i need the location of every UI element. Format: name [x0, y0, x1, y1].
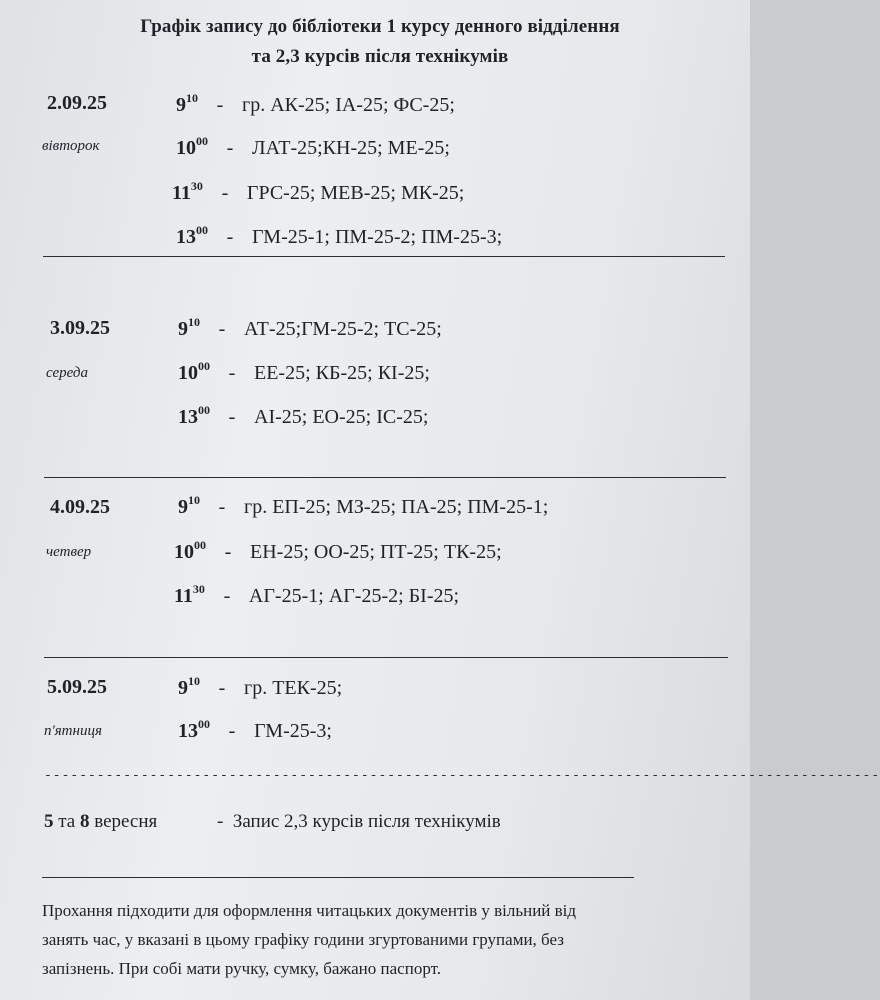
slot-minutes: 00: [198, 403, 210, 417]
slot-dash: -: [218, 318, 226, 340]
slot-dash: -: [226, 226, 234, 248]
day-weekday: вівторок: [42, 138, 100, 154]
extra-day-a: 5: [44, 811, 54, 832]
slot-dash: -: [221, 182, 229, 204]
slot-groups: ЕН-25; ОО-25; ПТ-25; ТК-25;: [250, 541, 502, 563]
dashed-separator: -----------------------------------------------------------------------------------------------: [44, 768, 880, 783]
slot-hour: 13: [176, 226, 196, 248]
day-weekday: четвер: [46, 544, 92, 560]
slot-minutes: 00: [198, 359, 210, 373]
slot-hour: 9: [178, 318, 188, 340]
slot-dash: -: [223, 585, 231, 607]
day-weekday: середа: [46, 365, 88, 381]
slot-minutes: 10: [188, 315, 200, 329]
section-divider: [44, 657, 728, 658]
slot-hour: 11: [174, 585, 193, 607]
slot-dash: -: [218, 496, 226, 518]
time-slot: [176, 134, 450, 160]
slot-minutes: 00: [194, 538, 206, 552]
day-date: 2.09.25: [47, 92, 107, 114]
slot-minutes: 30: [190, 179, 203, 193]
extra-dash: -: [217, 811, 224, 832]
slot-hour: 13: [178, 720, 198, 742]
slot-minutes: 00: [196, 223, 208, 237]
slot-minutes: 10: [186, 91, 198, 105]
slot-hour: 11: [172, 182, 191, 204]
slot-groups: АТ-25;ГМ-25-2; ТС-25;: [244, 318, 442, 340]
slot-groups: ЛАТ-25;КН-25; МЕ-25;: [252, 137, 450, 159]
slot-groups: ГМ-25-1; ПМ-25-2; ПМ-25-3;: [252, 226, 503, 248]
slot-dash: -: [228, 720, 236, 742]
slot-dash: -: [224, 541, 232, 563]
slot-minutes: 10: [188, 674, 200, 688]
slot-hour: 10: [176, 137, 196, 159]
slot-minutes: 00: [196, 134, 208, 148]
extra-registration-row: [44, 811, 157, 833]
time-slot: [178, 315, 442, 341]
slot-hour: 9: [178, 496, 188, 518]
document-title-line-2: та 2,3 курсів після технікумів: [251, 46, 509, 67]
slot-groups: ГМ-25-3;: [254, 720, 332, 742]
day-date: 3.09.25: [50, 317, 110, 339]
slot-dash: -: [216, 94, 224, 116]
slot-minutes: 00: [198, 717, 210, 731]
slot-dash: -: [226, 137, 234, 159]
extra-text: Запис 2,3 курсів після технікумів: [232, 811, 501, 832]
slot-hour: 10: [178, 362, 198, 384]
extra-month: вересня: [94, 811, 158, 832]
time-slot: [178, 403, 429, 429]
extra-conj: та: [58, 811, 76, 832]
time-slot: [178, 493, 549, 519]
slot-groups: ЕЕ-25; КБ-25; КІ-25;: [254, 362, 430, 384]
day-date: 4.09.25: [50, 496, 110, 518]
slot-hour: 10: [174, 541, 194, 563]
slot-groups: АГ-25-1; АГ-25-2; БІ-25;: [248, 585, 460, 607]
slot-dash: -: [228, 362, 236, 384]
slot-minutes: 30: [192, 582, 205, 596]
slot-dash: -: [228, 406, 236, 428]
extra-registration-text: [217, 811, 501, 833]
slot-groups: гр. АК-25; ІА-25; ФС-25;: [242, 94, 455, 116]
day-date: 5.09.25: [47, 676, 107, 698]
slot-groups: ГРС-25; МЕВ-25; МК-25;: [246, 182, 465, 204]
time-slot: [174, 582, 460, 608]
slot-minutes: 10: [188, 493, 200, 507]
section-divider: [43, 256, 725, 257]
section-divider: [42, 877, 634, 878]
slot-hour: 9: [178, 677, 188, 699]
section-divider: [44, 477, 726, 478]
extra-day-b: 8: [79, 811, 90, 832]
footer-note-line: занять час, у вказані в цьому графіку години згуртованими групами, без: [42, 930, 564, 949]
time-slot: [176, 223, 503, 249]
slot-groups: АІ-25; ЕО-25; ІС-25;: [254, 406, 429, 428]
footer-note-line: запізнень. При собі мати ручку, сумку, бажано паспорт.: [42, 959, 441, 978]
time-slot: [176, 91, 455, 117]
time-slot: [172, 179, 465, 205]
slot-hour: 9: [176, 94, 186, 116]
document-title-line-1: Графік запису до бібліотеки 1 курсу денного відділення: [140, 16, 620, 37]
slot-dash: -: [218, 677, 226, 699]
slot-groups: гр. ТЕК-25;: [244, 677, 343, 699]
time-slot: [178, 674, 343, 700]
footer-note-line: Прохання підходити для оформлення читацьких документів у вільний від: [42, 901, 577, 920]
time-slot: [178, 717, 332, 743]
time-slot: [178, 359, 430, 385]
time-slot: [174, 538, 502, 564]
day-weekday: п'ятниця: [44, 723, 102, 739]
slot-hour: 13: [178, 406, 198, 428]
slot-groups: гр. ЕП-25; МЗ-25; ПА-25; ПМ-25-1;: [244, 496, 549, 518]
